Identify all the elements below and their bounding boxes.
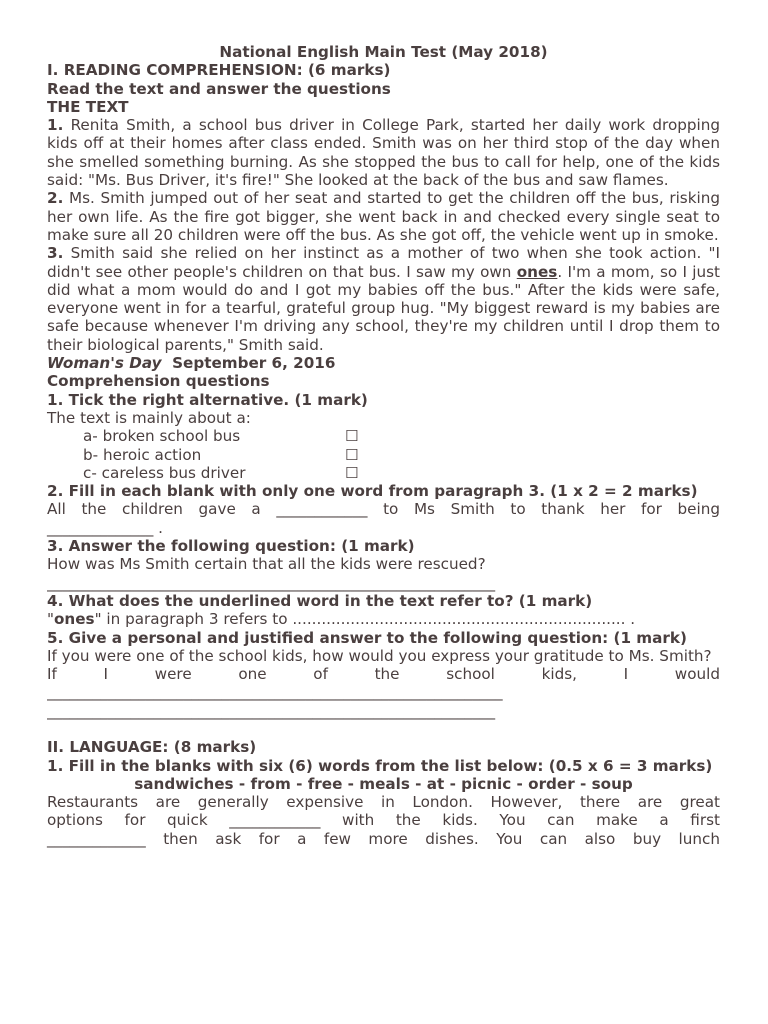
passage-line-3[interactable]: _____________ then ask for a few more dishes. You can also buy lunch <box>47 829 720 848</box>
q1-option-c-label: c- careless bus driver <box>83 463 246 482</box>
section-reading-heading: I. READING COMPREHENSION: (6 marks) <box>47 61 391 80</box>
word-list: sandwiches - from - free - meals - at - picnic - order - soup <box>134 774 633 793</box>
document-title: National English Main Test (May 2018) <box>219 43 548 61</box>
q1-stem: The text is mainly about a: <box>47 408 251 427</box>
paragraph-3 <box>47 244 720 354</box>
q4-rest[interactable]: " in paragraph 3 refers to ..................................................................... . <box>94 610 636 629</box>
q5-answer-start: If I were one of the school kids, I would <box>47 665 720 684</box>
paragraph-3-text-a: Smith said she relied on her instinct as a mother of two when she took action. "I didn't see other people's children on that bus. I saw my own <box>47 244 720 281</box>
q1-option-a <box>47 427 720 445</box>
language-q1-heading: 1. Fill in the blanks with six (6) words from the list below: (0.5 x 6 = 3 marks) <box>47 756 713 775</box>
q2-heading: 2. Fill in each blank with only one word from paragraph 3. (1 x 2 = 2 marks) <box>47 482 698 501</box>
q4-heading: 4. What does the underlined word in the text refer to? (1 mark) <box>47 591 593 610</box>
q3-heading: 3. Answer the following question: (1 mark) <box>47 537 415 556</box>
passage-line-2[interactable]: options for quick ____________ with the kids. You can make a first <box>47 811 720 830</box>
paragraph-1-number: 1. <box>47 116 64 135</box>
document-page <box>47 43 720 848</box>
q1-option-a-label: a- broken school bus <box>83 427 241 446</box>
comprehension-heading: Comprehension questions <box>47 372 270 391</box>
paragraph-2-number: 2. <box>47 189 64 208</box>
q5-question: If you were one of the school kids, how would you express your gratitude to Ms. Smith? <box>47 646 712 665</box>
q1-heading: 1. Tick the right alternative. (1 mark) <box>47 390 368 409</box>
q2-line-2[interactable]: ______________ . <box>47 518 163 537</box>
q1-option-b-label: b- heroic action <box>83 445 202 464</box>
underlined-word-ones: ones <box>516 262 558 281</box>
q4-word: ones <box>54 610 95 629</box>
q3-answer-line[interactable]: ___________________________________________________________ <box>47 573 496 592</box>
paragraph-2 <box>47 189 720 244</box>
q4-prompt <box>47 610 720 628</box>
passage-line-1: Restaurants are generally expensive in London. However, there are great <box>47 793 720 812</box>
q4-quote-open: " <box>47 610 54 629</box>
q5-heading: 5. Give a personal and justified answer to the following question: (1 mark) <box>47 628 687 647</box>
source-publication: Woman's Day <box>47 354 162 373</box>
paragraph-3-number: 3. <box>47 244 64 263</box>
q1-option-b <box>47 446 720 464</box>
paragraph-2-text: Ms. Smith jumped out of her seat and started to get the children off the bus, risking her own life. As the fire got bigger, she went back in and checked every single seat to make sure all 20 children were off the bus. As she got off, the vehicle went up in smoke. <box>47 189 721 244</box>
q1-option-c <box>47 464 720 482</box>
reading-instruction: Read the text and answer the questions <box>47 79 391 98</box>
text-heading: THE TEXT <box>47 97 129 116</box>
section-language-heading: II. LANGUAGE: (8 marks) <box>47 738 257 757</box>
q5-answer-line-2[interactable]: ___________________________________________________________ <box>47 701 496 720</box>
checkbox-icon[interactable]: ☐ <box>345 445 359 464</box>
paragraph-1-text: Renita Smith, a school bus driver in College Park, started her daily work dropping kids off at their homes after class ended. Smith was on her third stop of the day when she smelled something burning. As she stopped the bus to call for help, one of the kids said: "Ms. Bus Driver, it's fire!" She looked at the back of the bus and saw flames. <box>47 116 721 190</box>
q2-line-1[interactable]: All the children gave a ____________ to Ms Smith to thank her for being <box>47 500 720 519</box>
text-source <box>47 354 720 372</box>
source-date: September 6, 2016 <box>161 354 336 373</box>
paragraph-3-text-b: . I'm a mom, so I just did what a mom would do and I got my babies off the bus." After the kids were safe, everyone went in for a tearful, grateful group hug. "My biggest reward is my babies are safe because whenever I'm driving any school, they're my children until I drop them to their biological parents," Smith said. <box>47 262 720 354</box>
checkbox-icon[interactable]: ☐ <box>345 427 359 446</box>
checkbox-icon[interactable]: ☐ <box>345 463 359 482</box>
paragraph-1 <box>47 116 720 189</box>
section-spacer <box>47 720 720 738</box>
q3-question: How was Ms Smith certain that all the kids were rescued? <box>47 555 486 574</box>
q5-answer-line-1[interactable]: ____________________________________________________________ <box>47 683 503 702</box>
